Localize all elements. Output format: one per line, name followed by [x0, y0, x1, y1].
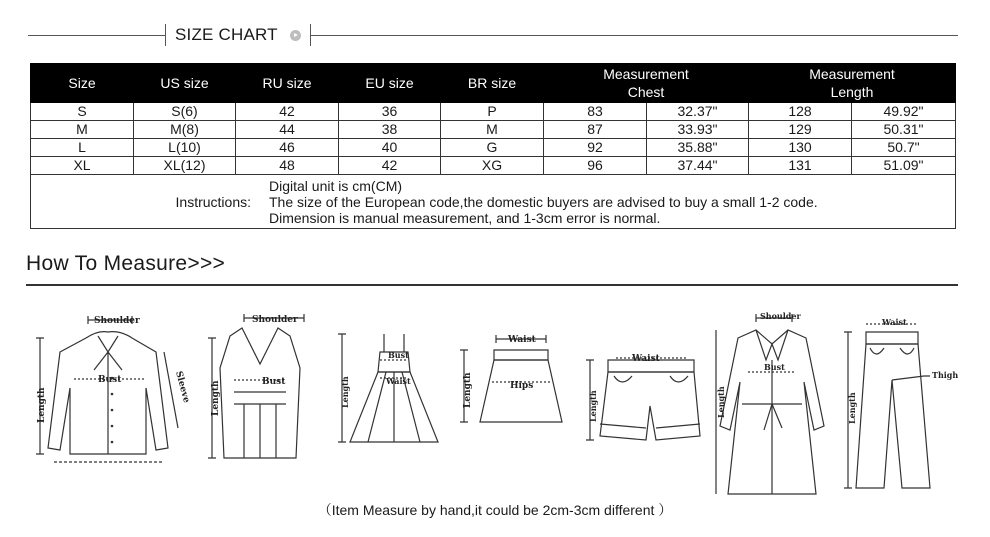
divider	[311, 35, 958, 36]
instruction-line: Dimension is manual measurement, and 1-3cm error is normal.	[269, 209, 661, 226]
dress-diagram	[334, 330, 446, 460]
shoulder-label: Shoulder	[760, 311, 801, 321]
cell-size: XL	[31, 157, 134, 175]
cell-br: M	[441, 121, 544, 139]
bust-label: Bust	[764, 362, 785, 372]
cell-eu: 40	[339, 139, 441, 157]
waist-label: Waist	[508, 335, 536, 345]
shorts-diagram	[582, 348, 702, 448]
trousers-diagram	[842, 312, 962, 492]
cell-length-cm: 130	[749, 139, 852, 157]
shoulder-label: Shoulder	[94, 316, 140, 326]
length-label: Length	[37, 387, 47, 423]
cell-ru: 42	[236, 103, 339, 121]
cell-length-cm: 129	[749, 121, 852, 139]
bust-label: Bust	[388, 350, 409, 360]
cell-ru: 44	[236, 121, 339, 139]
length-label: Length	[588, 390, 598, 422]
cuff-lines	[600, 424, 700, 428]
measurement-note: （Item Measure by hand,it could be 2cm-3cm different ）	[317, 502, 673, 518]
cell-br: XG	[441, 157, 544, 175]
cell-chest-cm: 83	[544, 103, 647, 121]
cell-eu: 36	[339, 103, 441, 121]
pleat-lines	[244, 404, 276, 458]
cell-size: L	[31, 139, 134, 157]
instructions-label: Instructions:	[175, 193, 251, 210]
table-row	[31, 103, 956, 121]
bust-label: Bust	[262, 377, 286, 387]
table-header-row	[31, 64, 956, 103]
thigh-arrow	[892, 376, 930, 380]
blouse-diagram	[28, 308, 192, 468]
cell-chest-cm: 96	[544, 157, 647, 175]
cell-chest-in: 37.44"	[647, 157, 749, 175]
waist-label: Waist	[386, 376, 411, 386]
pocket-lines	[870, 348, 914, 354]
cell-length-in: 50.31"	[852, 121, 956, 139]
cell-size: M	[31, 121, 134, 139]
waist-label: Waist	[882, 317, 907, 327]
cell-br: G	[441, 139, 544, 157]
cell-length-in: 51.09"	[852, 157, 956, 175]
section-title: How To Measure>>>	[26, 252, 226, 275]
bow-outline	[94, 336, 122, 454]
waistband-outline	[234, 392, 286, 404]
tank-top-diagram	[204, 308, 314, 468]
divider	[165, 24, 166, 46]
waistband-outline	[866, 332, 918, 344]
table-row	[31, 157, 956, 175]
cell-chest-in: 35.88"	[647, 139, 749, 157]
cell-ru: 48	[236, 157, 339, 175]
cell-length-cm: 128	[749, 103, 852, 121]
length-label: Length	[340, 376, 350, 408]
table-row	[31, 139, 956, 157]
header-size: Size	[31, 64, 134, 103]
header-br-size: BR size	[441, 64, 544, 103]
instructions-cell	[31, 175, 956, 229]
divider	[28, 35, 166, 36]
play-icon	[290, 30, 301, 41]
shorts-outline	[600, 372, 700, 440]
instruction-line: The size of the European code,the domestic buyers are advised to buy a small 1-2 code.	[269, 193, 818, 210]
cell-us: S(6)	[134, 103, 236, 121]
size-chart-header	[0, 20, 990, 50]
bust-label: Bust	[98, 375, 122, 385]
cell-us: XL(12)	[134, 157, 236, 175]
waist-label: Waist	[632, 354, 660, 364]
divider	[26, 284, 958, 286]
hips-label: Hips	[510, 381, 534, 391]
header-eu-size: EU size	[339, 64, 441, 103]
cell-length-in: 49.92"	[852, 103, 956, 121]
cell-chest-in: 32.37"	[647, 103, 749, 121]
cell-chest-cm: 87	[544, 121, 647, 139]
cell-us: L(10)	[134, 139, 236, 157]
skirt-diagram	[456, 330, 566, 430]
cell-eu: 42	[339, 157, 441, 175]
length-label: Length	[211, 380, 221, 416]
header-ru-size: RU size	[236, 64, 339, 103]
header-us-size: US size	[134, 64, 236, 103]
cell-size: S	[31, 103, 134, 121]
sleeve-arrow	[164, 352, 178, 428]
cell-br: P	[441, 103, 544, 121]
cell-us: M(8)	[134, 121, 236, 139]
page-title: SIZE CHART	[175, 25, 278, 44]
thigh-label: Thigh	[932, 370, 959, 380]
table-row	[31, 121, 956, 139]
header-chest: Measurement Chest	[544, 64, 749, 103]
length-label: Length	[716, 386, 726, 418]
cell-chest-cm: 92	[544, 139, 647, 157]
waistband-outline	[494, 350, 548, 360]
coat-diagram	[712, 308, 832, 498]
cell-eu: 38	[339, 121, 441, 139]
trousers-outline	[856, 344, 930, 488]
size-table	[30, 63, 956, 229]
instruction-line: Digital unit is cm(CM)	[269, 177, 403, 194]
cell-chest-in: 33.93"	[647, 121, 749, 139]
length-label: Length	[463, 372, 473, 408]
instructions-row	[31, 175, 956, 229]
pocket-lines	[614, 376, 688, 382]
header-length: Measurement Length	[749, 64, 956, 103]
cell-length-cm: 131	[749, 157, 852, 175]
length-label: Length	[847, 392, 857, 424]
shoulder-label: Shoulder	[252, 315, 298, 325]
sleeve-label: Sleeve	[173, 370, 192, 405]
cell-ru: 46	[236, 139, 339, 157]
cell-length-in: 50.7"	[852, 139, 956, 157]
skirt-outline	[480, 360, 562, 422]
